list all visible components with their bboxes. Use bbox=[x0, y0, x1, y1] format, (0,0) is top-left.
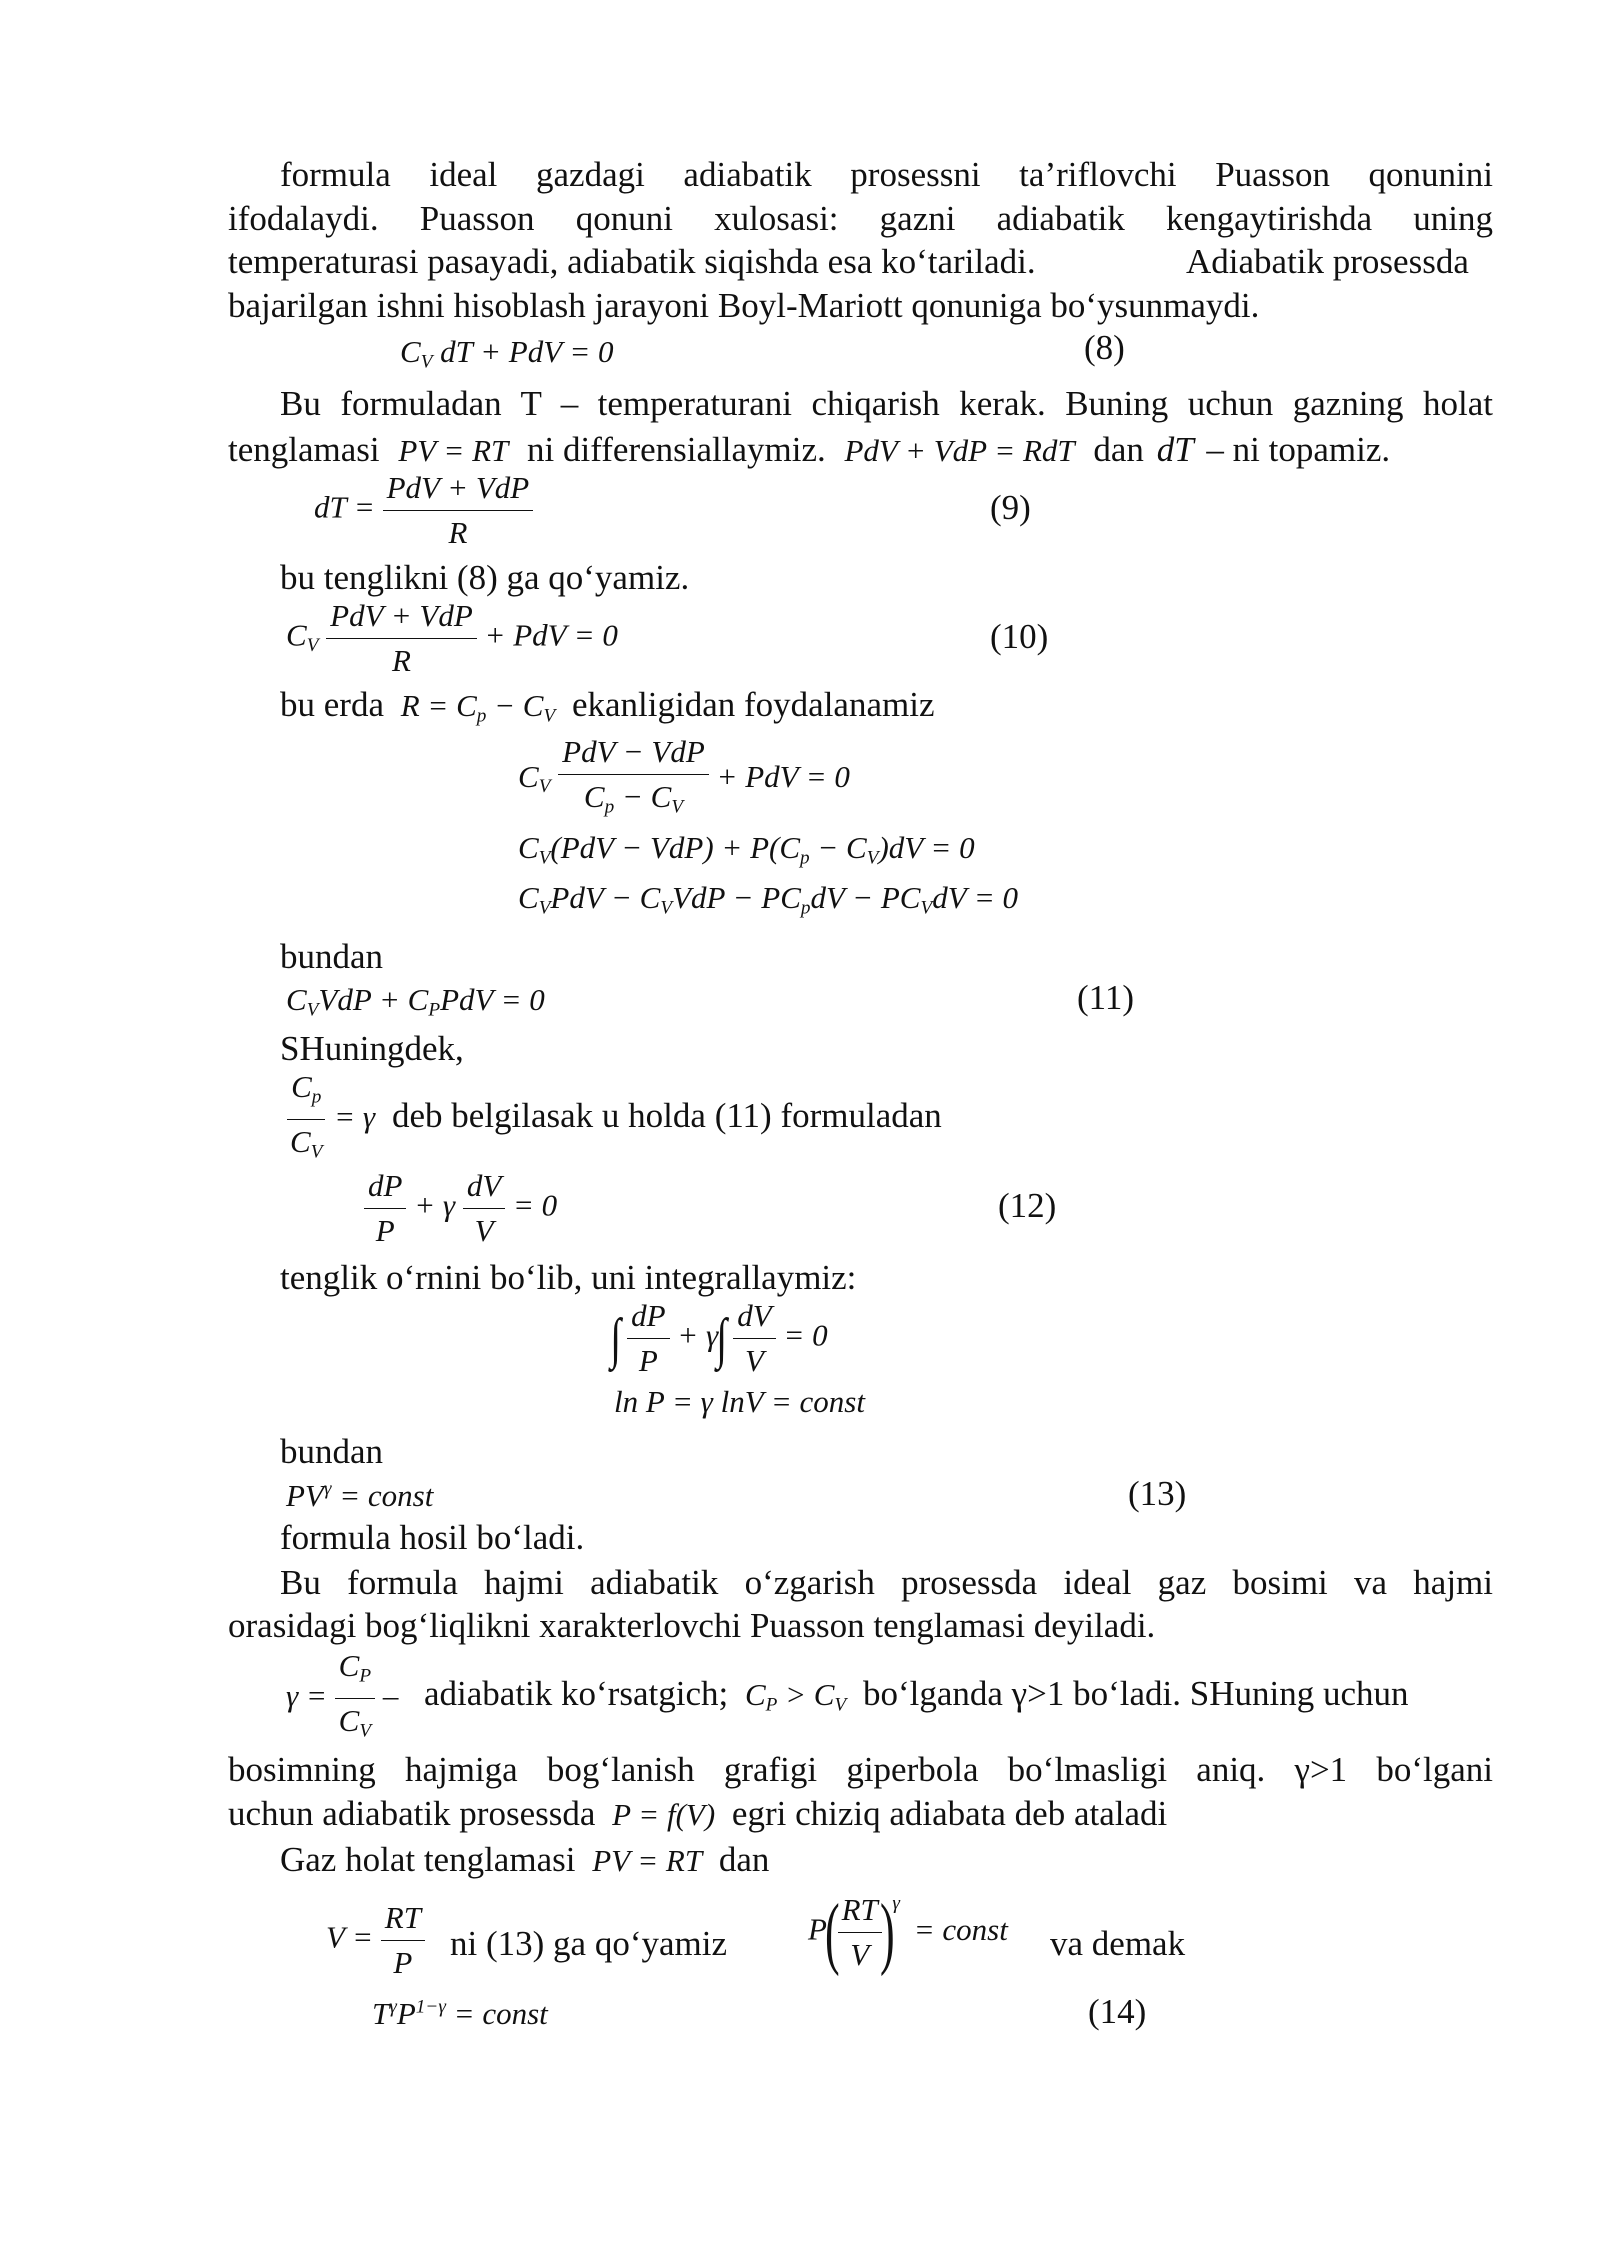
text-line: formula hosil bo‘ladi. bbox=[280, 1518, 585, 1557]
gamma-ratio: γ = $\frac{C_P}{C_V}$ – bbox=[286, 1648, 399, 1742]
text-line: Gaz holat tenglamasi PV = RT dan bbox=[280, 1840, 770, 1879]
paragraph-line: Adiabatik prosessda bbox=[1186, 242, 1469, 281]
paragraph-line: uchun adiabatik prosessda P = f(V) egri chiziq adiabata deb ataladi bbox=[228, 1794, 1168, 1833]
text-line: deb belgilasak u holda (11) formuladan bbox=[392, 1096, 942, 1135]
equation-number: (10) bbox=[990, 617, 1049, 656]
equation-number: (9) bbox=[990, 488, 1031, 527]
text-line: ni (13) ga qo‘yamiz bbox=[450, 1924, 727, 1963]
text-line: va demak bbox=[1050, 1924, 1186, 1963]
text-line: bundan bbox=[280, 937, 384, 976]
substituted-expression: P( $\frac{RT}{V}$ )$^\gamma$ = const bbox=[808, 1888, 1008, 1977]
paragraph-line: Bu formuladan T – temperaturani chiqarish kerak. Buning uchun gazning holat bbox=[280, 384, 1493, 423]
equation-11: $C_VVdP + C_PPdV = 0$ bbox=[286, 982, 545, 1021]
equation-9: dT = $\frac{\text{PdV + VdP}}{R}$ bbox=[314, 468, 533, 553]
text-line: bundan bbox=[280, 1432, 384, 1471]
equation-number: (11) bbox=[1077, 978, 1135, 1017]
substitution-equation: V = $\frac{RT}{P}$ bbox=[326, 1898, 425, 1983]
gamma-definition: $\frac{C_p}{C_V}$ = γ bbox=[286, 1067, 375, 1173]
integral-equation: ∫ $\frac{dP}{P}$ + γ∫ $\frac{dV}{V}$ = 0 bbox=[610, 1298, 828, 1378]
text-line: bu erda $R = C_p - C_V$ ekanligidan foydalanamiz bbox=[280, 685, 935, 727]
paragraph-line: Bu formula hajmi adiabatik o‘zgarish prosessda ideal gaz bosimi va hajmi bbox=[280, 1563, 1493, 1602]
equation-number: (8) bbox=[1084, 328, 1125, 367]
paragraph-line: orasidagi bog‘liqlikni xarakterlovchi Puasson tenglamasi deyiladi. bbox=[228, 1606, 1156, 1645]
paragraph-line: ifodalaydi. Puasson qonuni xulosasi: gazni adiabatik kengaytirishda uning bbox=[228, 199, 1493, 238]
text-line: adiabatik ko‘rsatgich; $C_P > C_V$ bo‘lganda γ>1 bo‘ladi. SHuning uchun bbox=[424, 1674, 1409, 1716]
log-equation: ln P = γ lnV = const bbox=[614, 1384, 865, 1419]
derivation-line: $C_V(PdV - VdP) + P(C_p - C_V)dV = 0$ bbox=[518, 830, 975, 869]
paragraph-line: tenglamasi PV = RT ni differensiallaymiz. PdV + VdP = RdT dan dT – ni topamiz. bbox=[228, 430, 1391, 469]
equation-number: (12) bbox=[998, 1186, 1057, 1225]
paragraph-line: formula ideal gazdagi adiabatik prosessni ta’riflovchi Puasson qonunini bbox=[280, 155, 1493, 194]
text-line: bu tenglikni (8) ga qo‘yamiz. bbox=[280, 558, 690, 597]
text-line: tenglik o‘rnini bo‘lib, uni integrallaymiz: bbox=[280, 1258, 857, 1297]
paragraph-line: bajarilgan ishni hisoblash jarayoni Boyl-Mariott qonuniga bo‘ysunmaydi. bbox=[228, 286, 1260, 325]
paragraph-line: temperaturasi pasayadi, adiabatik siqishda esa ko‘tariladi. bbox=[228, 242, 1036, 281]
derivation-line: $C_V$ $\frac{\text{PdV − VdP}}{C_p - C_V}$ + PdV = 0 bbox=[518, 734, 850, 818]
equation-10: $C_V$ $\frac{\text{PdV + VdP}}{R}$ + PdV = 0 bbox=[286, 598, 618, 678]
equation-number: (13) bbox=[1128, 1474, 1187, 1513]
equation-14: $T^\gamma P^{1-\gamma}$ = const bbox=[372, 1996, 548, 2031]
equation-8: $C_V$ dT + PdV = 0 bbox=[400, 334, 614, 373]
equation-number: (14) bbox=[1088, 1992, 1147, 2031]
equation-12: $\frac{dP}{P}$ + γ $\frac{dV}{V}$ = 0 bbox=[364, 1166, 557, 1251]
equation-13: $PV^\gamma$ = const bbox=[286, 1478, 434, 1513]
paragraph-line: bosimning hajmiga bog‘lanish grafigi giperbola bo‘lmasligi aniq. γ>1 bo‘lgani bbox=[228, 1750, 1493, 1789]
text-line: SHuningdek, bbox=[280, 1029, 464, 1068]
derivation-line: $C_VPdV - C_VVdP - PC_pdV - PC_VdV = 0$ bbox=[518, 880, 1018, 919]
